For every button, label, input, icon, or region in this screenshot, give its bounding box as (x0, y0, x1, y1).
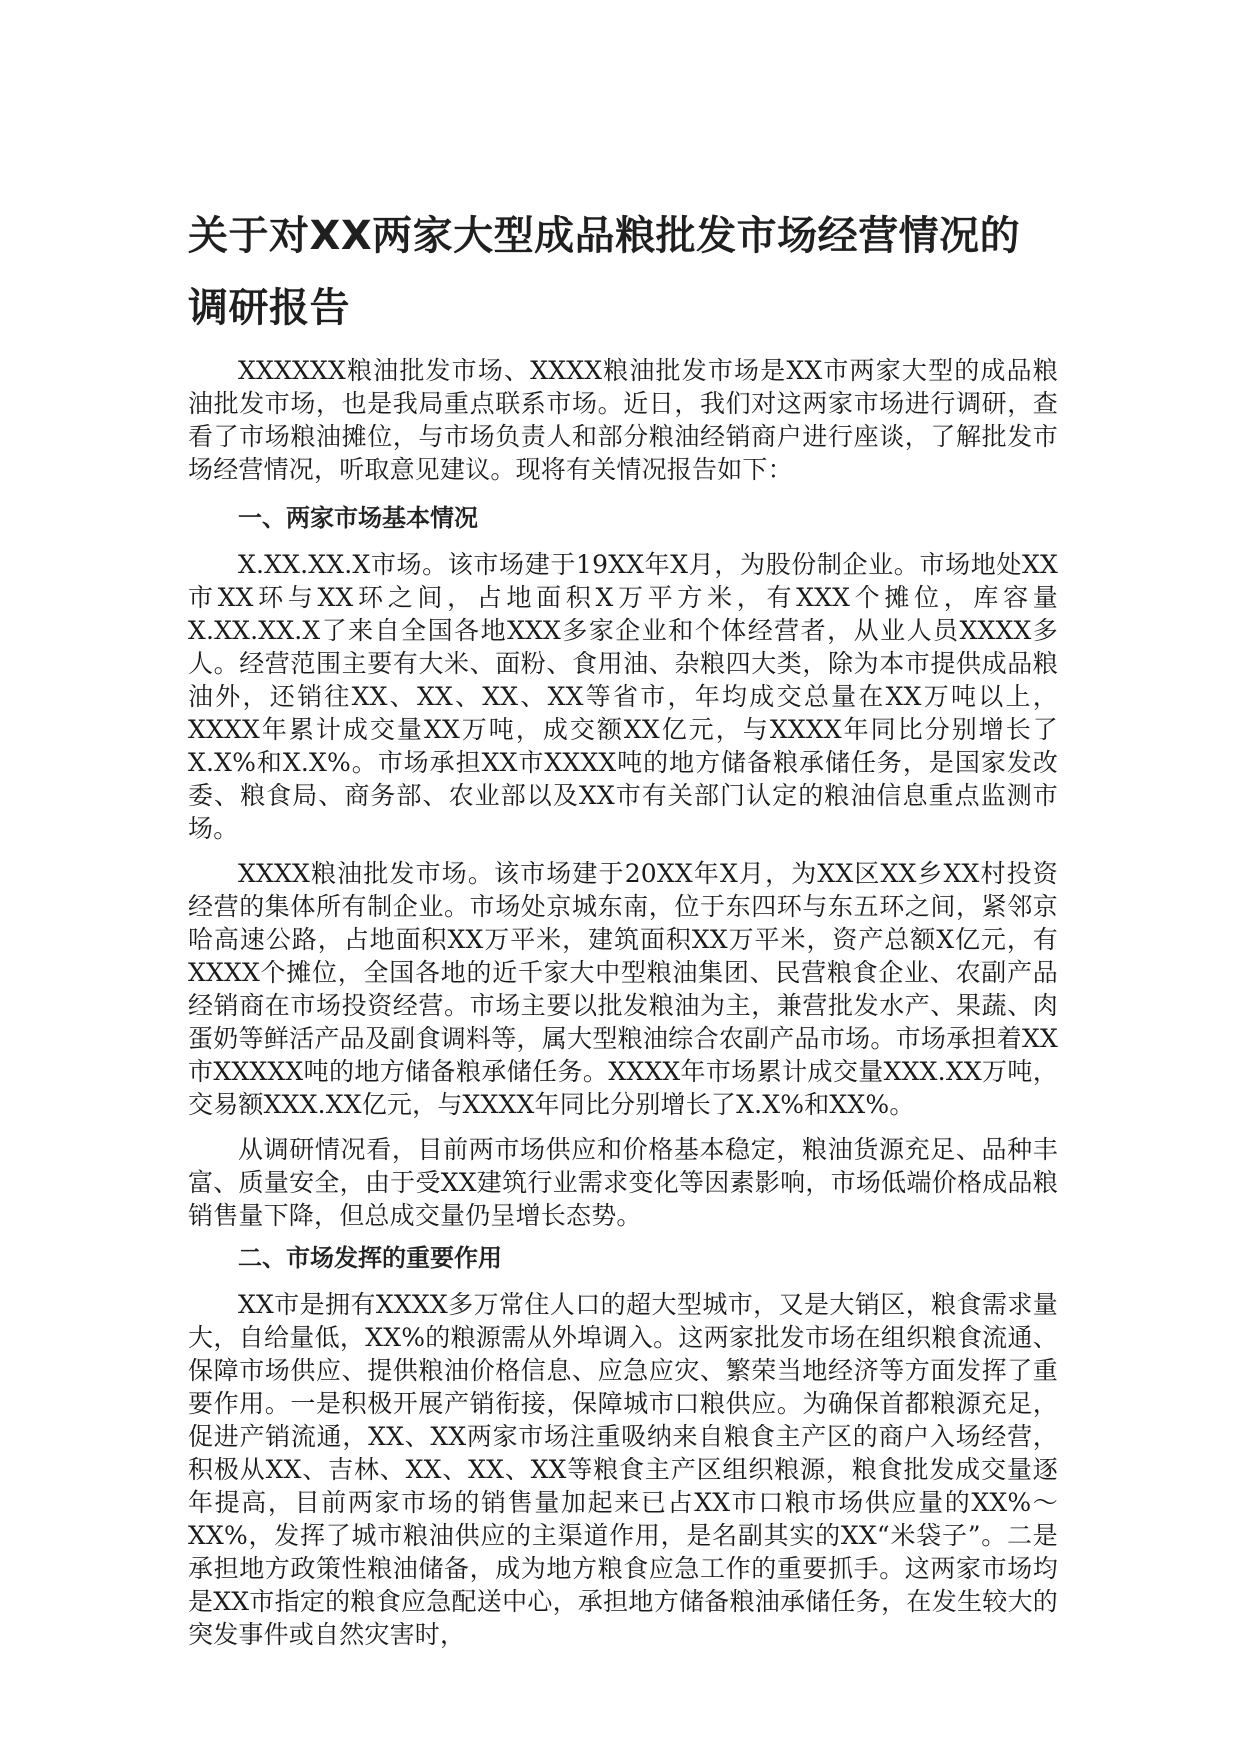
body-paragraph: XX市是拥有XXXX多万常住人口的超大型城市，又是大销区，粮食需求量大，自给量低，XX%的粮源需从外埠调入。这两家批发市场在组织粮食流通、保障市场供应、提供粮油价格信息、应急应灾、繁荣当地经济等方面发挥了重要作用。一是积极开展产销衔接，保障城市口粮供应。为确保首都粮源充足，促进产销流通，XX、XX两家市场注重吸纳来自粮食主产区的商户入场经营，积极从XX、吉林、XX、XX、XX等粮食主产区组织粮源，粮食批发成交量逐年提高，目前两家市场的销售量加起来已占XX市口粮市场供应量的XX%～XX%，发挥了城市粮油供应的主渠道作用，是名副其实的XX“米袋子”。二是承担地方政策性粮油储备，成为地方粮食应急工作的重要抓手。这两家市场均是XX市指定的粮食应急配送中心，承担地方储备粮油承储任务，在发生较大的突发事件或自然灾害时， (188, 1290, 1058, 1649)
document-title: 关于对XX两家大型成品粮批发市场经营情况的调研报告 (188, 213, 1021, 331)
section-heading-basic-info: 一、两家市场基本情况 (238, 504, 478, 532)
intro-paragraph: XXXXXX粮油批发市场、XXXX粮油批发市场是XX市两家大型的成品粮油批发市场，也是我局重点联系市场。近日，我们对这两家市场进行调研，查看了市场粮油摊位，与市场负责人和部分粮油经销商户进行座谈，了解批发市场经营情况，听取意见建议。现将有关情况报告如下： (188, 356, 1058, 484)
body-paragraph: XXXX粮油批发市场。该市场建于20XX年X月，为XX区XX乡XX村投资经营的集体所有制企业。市场处京城东南，位于东四环与东五环之间，紧邻京哈高速公路，占地面积XX万平米，建筑面积XX万平米，资产总额X亿元，有XXXX个摊位，全国各地的近千家大中型粮油集团、民营粮食企业、农副产品经销商在市场投资经营。市场主要以批发粮油为主，兼营批发水产、果蔬、肉蛋奶等鲜活产品及副食调料等，属大型粮油综合农副产品市场。市场承担着XX市XXXXX吨的地方储备粮承储任务。XXXX年市场累计成交量XXX.XX万吨，交易额XXX.XX亿元，与XXXX年同比分别增长了X.X%和XX%。 (188, 859, 1058, 1119)
section-heading-important-role: 二、市场发挥的重要作用 (238, 1244, 502, 1272)
body-paragraph: X.XX.XX.X市场。该市场建于19XX年X月，为股份制企业。市场地处XX市XX环与XX环之间，占地面积X万平方米，有XXX个摊位，库容量X.XX.XX.X了来自全国各地XXX多家企业和个体经营者，从业人员XXXX多人。经营范围主要有大米、面粉、食用油、杂粮四大类，除为本市提供成品粮油外，还销往XX、XX、XX、XX等省市，年均成交总量在XX万吨以上，XXXX年累计成交量XX万吨，成交额XX亿元，与XXXX年同比分别增长了X.X%和X.X%。市场承担XX市XXXX吨的地方储备粮承储任务，是国家发改委、粮食局、商务部、农业部以及XX市有关部门认定的粮油信息重点监测市场。 (188, 550, 1058, 843)
body-paragraph: 从调研情况看，目前两市场供应和价格基本稳定，粮油货源充足、品种丰富、质量安全，由于受XX建筑行业需求变化等因素影响，市场低端价格成品粮销售量下降，但总成交量仍呈增长态势。 (188, 1135, 1058, 1230)
document-page (188, 200, 1058, 1663)
